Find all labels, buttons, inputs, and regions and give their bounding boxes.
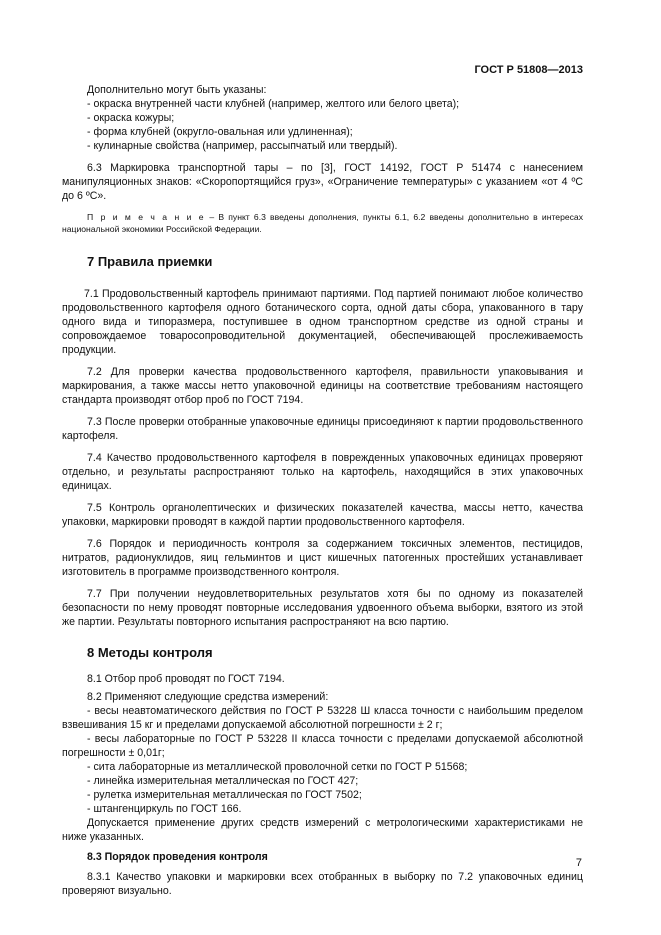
instrument-item: - рулетка измерительная металлическая по ГОСТ 7502; [87, 789, 362, 801]
page-content [62, 83, 583, 898]
paragraph-7-3: 7.3 После проверки отобранные упаковочные единицы присоединяют к партии продовольственного картофеля. [62, 416, 583, 442]
paragraph-7-1: 7.1 Продовольственный картофель принимают партиями. Под партией понимают любое количество продовольственного картофеля одного ботанического сорта, одной даты сбора, упакованного в тару одного вида и типоразмера, поступившее в одном транспортном средстве из одной страны и сопровождаемое товаросопроводительной документацией, обеспечивающей прослеживаемость продукции. [62, 288, 583, 356]
paragraph-7-7: 7.7 При получении неудовлетворительных результатов хотя бы по одному из показателей безопасности по нему проводят повторные исследования удвоенного объема выборки, взятого из этой же партии. Результаты повторного испытания распространяют на всю партию. [62, 588, 583, 628]
list-item: - кулинарные свойства (например, рассыпчатый или твердый). [87, 140, 398, 152]
document-code-header: ГОСТ Р 51808—2013 [474, 64, 583, 76]
page-number: 7 [575, 857, 582, 869]
subsection-8-3-heading: 8.3 Порядок проведения контроля [87, 851, 268, 863]
paragraph-7-6: 7.6 Порядок и периодичность контроля за содержанием токсичных элементов, пестицидов, нитратов, радионуклидов, яиц гельминтов и цист кишечных патогенных простейших устанавливает изготовитель в программе производственного контроля. [62, 538, 583, 578]
paragraph-7-2: 7.2 Для проверки качества продовольственного картофеля, правильности упаковывания и маркирования, а также массы нетто упаковочной единицы на соответствие требованиям настоящего стандарта производят отбор проб по ГОСТ 7194. [62, 366, 583, 406]
instrument-item: - весы лабораторные по ГОСТ Р 53228 II класса точности с пределами допускаемой абсолютной погрешности ± 0,01г; [62, 733, 583, 759]
list-item: - окраска кожуры; [87, 112, 175, 124]
paragraph-7-4: 7.4 Качество продовольственного картофеля в поврежденных упаковочных единицах проверяют отдельно, и результаты распространяют только на картофель, находящийся в этих упаковочных единицах. [62, 452, 583, 492]
paragraph-7-5: 7.5 Контроль органолептических и физических показателей качества, массы нетто, качества упаковки, маркировки проводят в каждой партии продовольственного картофеля. [62, 502, 583, 528]
section-8-heading: 8 Методы контроля [87, 645, 213, 660]
list-item: - форма клубней (округло-овальная или удлиненная); [87, 126, 353, 138]
instrument-item: - сита лабораторные из металлической проволочной сетки по ГОСТ Р 51568; [87, 761, 468, 773]
instrument-item: - весы неавтоматического действия по ГОСТ Р 53228 Ш класса точности с наибольшим пределом взвешивания 15 кг и пределами допускаемой абсолютной погрешности ± 2 г; [62, 705, 583, 731]
paragraph-6-3: 6.3 Маркировка транспортной тары – по [3], ГОСТ 14192, ГОСТ Р 51474 с нанесением манипуляционных знаков: «Скоропортящийся груз», «Ограничение температуры» с указанием «от 4 ºС до 6 ºС». [62, 162, 583, 202]
section-7-heading: 7 Правила приемки [87, 254, 213, 269]
paragraph-8-2-tail: Допускается применение других средств измерений с метрологическими характеристиками не ниже указанных. [62, 817, 583, 843]
paragraph-8-3-1: 8.3.1 Качество упаковки и маркировки всех отобранных в выборку по 7.2 упаковочных единиц проверяют визуально. [62, 871, 583, 897]
paragraph-8-1: 8.1 Отбор проб проводят по ГОСТ 7194. [87, 673, 285, 685]
additional-info-lead: Дополнительно могут быть указаны: [87, 84, 267, 96]
note-paragraph [62, 212, 583, 235]
instrument-item: - штангенциркуль по ГОСТ 166. [87, 803, 242, 815]
instrument-item: - линейка измерительная металлическая по ГОСТ 427; [87, 775, 359, 787]
paragraph-8-2-lead: 8.2 Применяют следующие средства измерений: [87, 691, 329, 703]
note-text: – В пункт 6.3 введены дополнения, пункты 6.1, 6.2 введены дополнительно в интересах национальной экономики Российской Федерации. [62, 212, 583, 234]
note-label: П р и м е ч а н и е [87, 212, 206, 222]
list-item: - окраска внутренней части клубней (например, желтого или белого цвета); [87, 98, 460, 110]
